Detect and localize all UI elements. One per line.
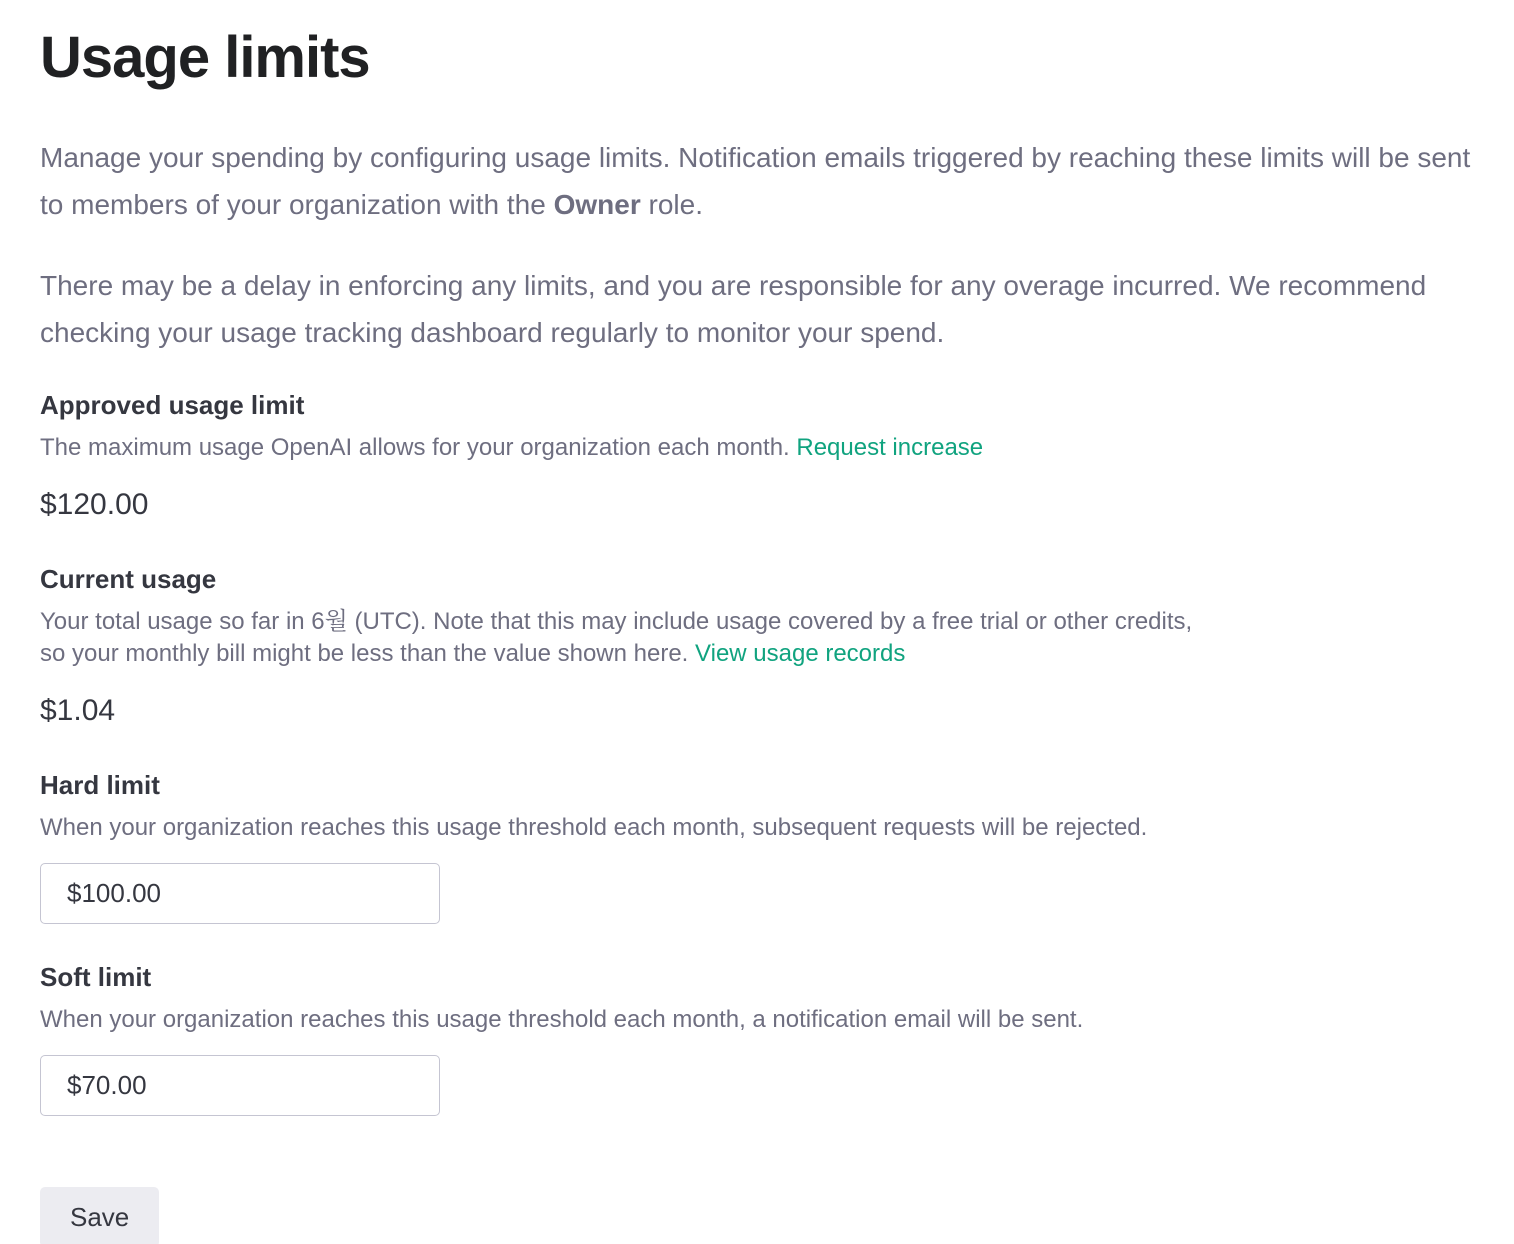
view-usage-records-link[interactable]: View usage records <box>695 640 906 667</box>
intro-paragraph-1-tail: role. <box>640 189 703 220</box>
current-usage-description <box>40 606 1490 670</box>
current-usage-description-line2-text: so your monthly bill might be less than the value shown here. <box>40 640 696 667</box>
approved-usage-limit-value: $120.00 <box>40 488 149 521</box>
soft-limit-heading: Soft limit <box>40 962 152 992</box>
save-button[interactable]: Save <box>40 1187 159 1244</box>
current-usage-section <box>40 564 1490 730</box>
hard-limit-input[interactable] <box>40 863 440 924</box>
soft-limit-description: When your organization reaches this usage threshold each month, a notification email will be sent. <box>40 1006 1084 1033</box>
hard-limit-heading: Hard limit <box>40 770 160 800</box>
soft-limit-section <box>40 962 1490 1116</box>
approved-usage-limit-heading: Approved usage limit <box>40 390 305 420</box>
current-usage-description-line1: Your total usage so far in 6월 (UTC). Note that this may include usage covered by a free trial or other credits, <box>40 608 1193 635</box>
approved-usage-limit-description-text: The maximum usage OpenAI allows for your organization each month. <box>40 434 797 461</box>
intro-paragraph-1-text: Manage your spending by configuring usage limits. Notification emails triggered by reaching these limits will be sent to members of your organization with the <box>40 142 1471 220</box>
approved-usage-limit-description <box>40 432 1490 464</box>
current-usage-description-line2 <box>40 638 1490 670</box>
page-title: Usage limits <box>40 25 370 90</box>
hard-limit-section <box>40 770 1490 924</box>
intro-paragraph-2: There may be a delay in enforcing any limits, and you are responsible for any overage incurred. We recommend checking your usage tracking dashboard regularly to monitor your spend. <box>40 270 1427 348</box>
approved-usage-limit-section <box>40 390 1490 524</box>
request-increase-link[interactable]: Request increase <box>796 434 984 461</box>
current-usage-heading: Current usage <box>40 564 217 594</box>
owner-role-emphasis: Owner <box>553 189 641 220</box>
current-usage-value: $1.04 <box>40 694 116 727</box>
intro-paragraph-1 <box>40 134 1490 228</box>
hard-limit-description: When your organization reaches this usage threshold each month, subsequent requests will be rejected. <box>40 814 1148 841</box>
soft-limit-input[interactable] <box>40 1055 440 1116</box>
